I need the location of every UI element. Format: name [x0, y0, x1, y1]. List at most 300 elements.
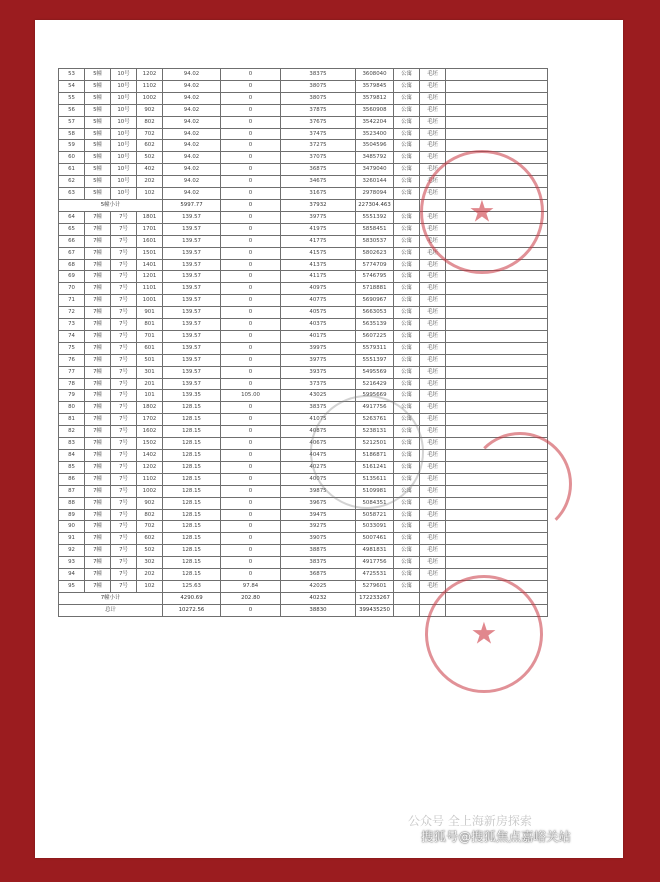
- table-row: [59, 116, 548, 128]
- table-row: [59, 342, 548, 354]
- table-cell: 501: [137, 354, 163, 366]
- table-cell: 39275: [281, 521, 356, 533]
- table-cell: 公寓: [394, 461, 420, 473]
- table-cell: 毛坯: [420, 283, 446, 295]
- table-row: [59, 533, 548, 545]
- table-cell: 毛坯: [420, 473, 446, 485]
- table-cell: 56: [59, 104, 85, 116]
- table-cell: 0: [221, 307, 281, 319]
- table-cell: 94.02: [163, 176, 221, 188]
- table-row: [59, 378, 548, 390]
- table-cell: 5033091: [356, 521, 394, 533]
- table-cell: 5幢: [85, 176, 111, 188]
- table-cell: 0: [221, 116, 281, 128]
- table-cell: 36875: [281, 569, 356, 581]
- table-cell: 5579311: [356, 342, 394, 354]
- table-cell: 公寓: [394, 342, 420, 354]
- table-cell: 7号: [111, 247, 137, 259]
- table-cell: [446, 330, 548, 342]
- table-cell: 毛坯: [420, 438, 446, 450]
- table-cell: 91: [59, 533, 85, 545]
- table-cell: 58: [59, 128, 85, 140]
- table-cell: 1102: [137, 80, 163, 92]
- table-cell: [446, 92, 548, 104]
- table-cell: [394, 604, 420, 616]
- table-cell: 139.57: [163, 330, 221, 342]
- table-cell: 10号: [111, 128, 137, 140]
- table-cell: 87: [59, 485, 85, 497]
- table-row: [59, 521, 548, 533]
- table-cell: 公寓: [394, 92, 420, 104]
- table-cell: 0: [221, 378, 281, 390]
- table-row: [59, 509, 548, 521]
- table-cell: 602: [137, 533, 163, 545]
- table-cell: 95: [59, 580, 85, 592]
- table-cell: 7号: [111, 545, 137, 557]
- table-cell: 毛坯: [420, 414, 446, 426]
- table-cell: 139.57: [163, 354, 221, 366]
- table-cell: 139.35: [163, 390, 221, 402]
- table-cell: 128.15: [163, 521, 221, 533]
- table-cell: 128.15: [163, 461, 221, 473]
- table-cell: 公寓: [394, 247, 420, 259]
- table-cell: 79: [59, 390, 85, 402]
- table-cell: 5186871: [356, 450, 394, 462]
- table-cell: 1601: [137, 235, 163, 247]
- table-cell: [446, 80, 548, 92]
- table-cell: [446, 295, 548, 307]
- watermark-logo-icon: [405, 832, 419, 844]
- table-cell: 毛坯: [420, 497, 446, 509]
- table-cell: 82: [59, 426, 85, 438]
- table-cell: 38075: [281, 92, 356, 104]
- table-cell: 7幢: [85, 545, 111, 557]
- table-cell: 61: [59, 164, 85, 176]
- table-cell: 公寓: [394, 390, 420, 402]
- table-cell: 0: [221, 414, 281, 426]
- table-cell: 0: [221, 92, 281, 104]
- table-cell: 7号: [111, 521, 137, 533]
- table-cell: 1501: [137, 247, 163, 259]
- table-cell: 37875: [281, 104, 356, 116]
- table-cell: 94.02: [163, 104, 221, 116]
- table-cell: 0: [221, 545, 281, 557]
- table-cell: 3479040: [356, 164, 394, 176]
- table-cell: 0: [221, 402, 281, 414]
- table-cell: [446, 307, 548, 319]
- table-cell: 94.02: [163, 164, 221, 176]
- table-cell: 85: [59, 461, 85, 473]
- table-cell: 0: [221, 128, 281, 140]
- table-cell: 毛坯: [420, 128, 446, 140]
- table-cell: 128.15: [163, 450, 221, 462]
- table-cell: 公寓: [394, 69, 420, 81]
- table-cell: 毛坯: [420, 140, 446, 152]
- table-cell: 4290.69: [163, 592, 221, 604]
- table-cell: 71: [59, 295, 85, 307]
- table-cell: 7幢: [85, 450, 111, 462]
- table-cell: 1602: [137, 426, 163, 438]
- table-cell: 38830: [281, 604, 356, 616]
- table-cell: 公寓: [394, 271, 420, 283]
- table-cell: 公寓: [394, 152, 420, 164]
- table-cell: 1502: [137, 438, 163, 450]
- table-cell: 7幢: [85, 414, 111, 426]
- table-cell: 139.57: [163, 295, 221, 307]
- table-cell: 202: [137, 569, 163, 581]
- table-cell: 7幢: [85, 533, 111, 545]
- table-cell: 302: [137, 557, 163, 569]
- table-cell: 毛坯: [420, 521, 446, 533]
- table-cell: 39375: [281, 366, 356, 378]
- table-cell: 5058721: [356, 509, 394, 521]
- table-cell: 7号: [111, 450, 137, 462]
- table-cell: 40575: [281, 307, 356, 319]
- table-cell: 90: [59, 521, 85, 533]
- table-cell: 公寓: [394, 426, 420, 438]
- table-cell: 0: [221, 223, 281, 235]
- table-cell: 7号: [111, 402, 137, 414]
- table-cell: 602: [137, 140, 163, 152]
- table-cell: 4917756: [356, 402, 394, 414]
- table-cell: 201: [137, 378, 163, 390]
- table-cell: 公寓: [394, 366, 420, 378]
- table-cell: 139.57: [163, 247, 221, 259]
- table-cell: 毛坯: [420, 164, 446, 176]
- table-cell: 毛坯: [420, 223, 446, 235]
- table-cell: 3579812: [356, 92, 394, 104]
- table-cell: 0: [221, 450, 281, 462]
- table-cell: 毛坯: [420, 569, 446, 581]
- table-cell: 7号: [111, 235, 137, 247]
- table-cell: 5997.77: [163, 199, 221, 211]
- table-cell: 97.84: [221, 580, 281, 592]
- table-cell: 5802623: [356, 247, 394, 259]
- table-cell: 39775: [281, 211, 356, 223]
- table-cell: 公寓: [394, 176, 420, 188]
- table-cell: 1801: [137, 211, 163, 223]
- table-cell: 83: [59, 438, 85, 450]
- table-cell: 84: [59, 450, 85, 462]
- table-cell: 7幢: [85, 307, 111, 319]
- table-cell: 7幢: [85, 223, 111, 235]
- table-cell: 公寓: [394, 485, 420, 497]
- table-cell: [446, 402, 548, 414]
- table-cell: 59: [59, 140, 85, 152]
- table-cell: 5109981: [356, 485, 394, 497]
- table-cell: 7号: [111, 390, 137, 402]
- table-row: [59, 128, 548, 140]
- table-cell: 128.15: [163, 473, 221, 485]
- table-cell: 37932: [281, 199, 356, 211]
- table-cell: 7幢: [85, 319, 111, 331]
- table-cell: 毛坯: [420, 342, 446, 354]
- table-cell: 10号: [111, 80, 137, 92]
- table-cell: 7幢: [85, 569, 111, 581]
- table-cell: 5135611: [356, 473, 394, 485]
- table-cell: 7号: [111, 259, 137, 271]
- table-cell: 0: [221, 259, 281, 271]
- table-cell: 7幢: [85, 580, 111, 592]
- table-cell: 7号: [111, 307, 137, 319]
- table-cell: 5幢: [85, 80, 111, 92]
- table-cell: 0: [221, 283, 281, 295]
- table-cell: 139.57: [163, 342, 221, 354]
- table-cell: 7号: [111, 342, 137, 354]
- table-cell: 0: [221, 164, 281, 176]
- table-cell: 0: [221, 473, 281, 485]
- table-cell: 125.63: [163, 580, 221, 592]
- table-cell: 毛坯: [420, 366, 446, 378]
- table-cell: 毛坯: [420, 545, 446, 557]
- table-cell: 毛坯: [420, 235, 446, 247]
- table-cell: 41075: [281, 414, 356, 426]
- table-cell: 5263761: [356, 414, 394, 426]
- table-row: [59, 414, 548, 426]
- table-cell: 7号: [111, 426, 137, 438]
- table-cell: 40775: [281, 295, 356, 307]
- table-cell: 公寓: [394, 414, 420, 426]
- table-cell: 7号: [111, 414, 137, 426]
- table-cell: 毛坯: [420, 211, 446, 223]
- table-cell: 37075: [281, 152, 356, 164]
- table-cell: 公寓: [394, 438, 420, 450]
- table-cell: 公寓: [394, 188, 420, 200]
- table-cell: 7幢: [85, 271, 111, 283]
- table-cell: 0: [221, 199, 281, 211]
- table-cell: 702: [137, 128, 163, 140]
- table-cell: 172233267: [356, 592, 394, 604]
- table-cell: 10号: [111, 152, 137, 164]
- table-cell: 1401: [137, 259, 163, 271]
- table-cell: 1702: [137, 414, 163, 426]
- table-cell: 62: [59, 176, 85, 188]
- table-cell: 0: [221, 461, 281, 473]
- table-cell: 7幢: [85, 295, 111, 307]
- table-cell: 702: [137, 521, 163, 533]
- table-cell: 7号: [111, 223, 137, 235]
- table-cell: 227304.463: [356, 199, 394, 211]
- table-cell: 7号: [111, 461, 137, 473]
- table-cell: 901: [137, 307, 163, 319]
- table-cell: 40275: [281, 461, 356, 473]
- table-cell: 1001: [137, 295, 163, 307]
- table-cell: 73: [59, 319, 85, 331]
- table-cell: 公寓: [394, 450, 420, 462]
- table-cell: 公寓: [394, 330, 420, 342]
- table-cell: 0: [221, 485, 281, 497]
- table-cell: 7号: [111, 295, 137, 307]
- table-cell: 399435250: [356, 604, 394, 616]
- table-cell: 公寓: [394, 283, 420, 295]
- table-cell: 7幢: [85, 235, 111, 247]
- table-cell: 7幢: [85, 283, 111, 295]
- table-cell: 5084351: [356, 497, 394, 509]
- table-cell: 41375: [281, 259, 356, 271]
- table-cell: 公寓: [394, 473, 420, 485]
- table-cell: [446, 414, 548, 426]
- table-cell: 81: [59, 414, 85, 426]
- site-watermark: [405, 827, 571, 845]
- table-cell: 10号: [111, 176, 137, 188]
- table-cell: 5607225: [356, 330, 394, 342]
- table-row: [59, 438, 548, 450]
- table-cell: 公寓: [394, 211, 420, 223]
- table-cell: 40075: [281, 473, 356, 485]
- official-seal-top-right: [420, 150, 544, 274]
- table-cell: 69: [59, 271, 85, 283]
- table-cell: 70: [59, 283, 85, 295]
- table-cell: 5161241: [356, 461, 394, 473]
- table-cell: 毛坯: [420, 80, 446, 92]
- table-cell: 0: [221, 438, 281, 450]
- table-cell: 10号: [111, 116, 137, 128]
- table-cell: 公寓: [394, 235, 420, 247]
- table-cell: 92: [59, 545, 85, 557]
- table-cell: 601: [137, 342, 163, 354]
- table-cell: 128.15: [163, 497, 221, 509]
- table-row: [59, 402, 548, 414]
- table-cell: 1402: [137, 450, 163, 462]
- table-cell: 公寓: [394, 80, 420, 92]
- table-cell: [446, 390, 548, 402]
- table-cell: 40175: [281, 330, 356, 342]
- table-cell: 5551397: [356, 354, 394, 366]
- table-cell: 公寓: [394, 378, 420, 390]
- table-cell: 0: [221, 533, 281, 545]
- table-cell: 202: [137, 176, 163, 188]
- table-cell: [446, 69, 548, 81]
- seal-star-icon: ★: [470, 616, 498, 652]
- table-cell: 1101: [137, 283, 163, 295]
- table-cell: 10号: [111, 140, 137, 152]
- table-cell: 5858451: [356, 223, 394, 235]
- table-row: [59, 426, 548, 438]
- table-cell: 公寓: [394, 223, 420, 235]
- table-row: [59, 92, 548, 104]
- table-cell: 毛坯: [420, 330, 446, 342]
- table-cell: 公寓: [394, 521, 420, 533]
- table-cell: [446, 557, 548, 569]
- table-cell: 1002: [137, 92, 163, 104]
- table-cell: 0: [221, 497, 281, 509]
- table-cell: 0: [221, 188, 281, 200]
- table-cell: [394, 592, 420, 604]
- table-cell: 7号: [111, 485, 137, 497]
- table-cell: 7幢: [85, 211, 111, 223]
- table-cell: 5995669: [356, 390, 394, 402]
- table-cell: 5007461: [356, 533, 394, 545]
- table-cell: 毛坯: [420, 271, 446, 283]
- table-cell: 7幢: [85, 485, 111, 497]
- table-cell: 34675: [281, 176, 356, 188]
- table-cell: 公寓: [394, 259, 420, 271]
- table-cell: 毛坯: [420, 557, 446, 569]
- table-cell: 7号: [111, 533, 137, 545]
- table-cell: 7幢: [85, 557, 111, 569]
- table-cell: 128.15: [163, 545, 221, 557]
- table-cell: 毛坯: [420, 188, 446, 200]
- table-cell: 10号: [111, 188, 137, 200]
- table-cell: 128.15: [163, 557, 221, 569]
- table-cell: 毛坯: [420, 259, 446, 271]
- table-row: [59, 283, 548, 295]
- table-cell: 76: [59, 354, 85, 366]
- table-cell: 10号: [111, 92, 137, 104]
- table-cell: 41975: [281, 223, 356, 235]
- table-cell: 68: [59, 259, 85, 271]
- table-cell: 3504596: [356, 140, 394, 152]
- table-cell: 7号: [111, 378, 137, 390]
- table-cell: 40875: [281, 426, 356, 438]
- table-cell: 公寓: [394, 533, 420, 545]
- table-cell: 7幢: [85, 521, 111, 533]
- table-cell: 10号: [111, 69, 137, 81]
- table-cell: [446, 366, 548, 378]
- table-cell: 0: [221, 604, 281, 616]
- table-cell: 105.00: [221, 390, 281, 402]
- table-row: [59, 80, 548, 92]
- table-cell: 0: [221, 426, 281, 438]
- table-cell: 43025: [281, 390, 356, 402]
- table-cell: 5690967: [356, 295, 394, 307]
- table-cell: 42025: [281, 580, 356, 592]
- table-cell: 0: [221, 342, 281, 354]
- table-cell: 毛坯: [420, 116, 446, 128]
- table-cell: 89: [59, 509, 85, 521]
- table-cell: 139.57: [163, 271, 221, 283]
- table-cell: 0: [221, 140, 281, 152]
- table-cell: 101: [137, 390, 163, 402]
- table-cell: 公寓: [394, 307, 420, 319]
- table-cell: 3485792: [356, 152, 394, 164]
- table-cell: 139.57: [163, 283, 221, 295]
- table-cell: 57: [59, 116, 85, 128]
- table-cell: 毛坯: [420, 580, 446, 592]
- table-cell: 128.15: [163, 426, 221, 438]
- table-cell: 902: [137, 497, 163, 509]
- table-cell: 1102: [137, 473, 163, 485]
- table-cell: [446, 271, 548, 283]
- table-cell: [446, 283, 548, 295]
- table-cell: 5774709: [356, 259, 394, 271]
- table-cell: [446, 342, 548, 354]
- table-cell: 4981831: [356, 545, 394, 557]
- table-cell: 802: [137, 116, 163, 128]
- table-cell: 38375: [281, 402, 356, 414]
- table-cell: 7幢: [85, 497, 111, 509]
- table-cell: 301: [137, 366, 163, 378]
- table-row: [59, 354, 548, 366]
- official-seal-bottom-right: [425, 575, 543, 693]
- table-cell: 公寓: [394, 319, 420, 331]
- table-cell: 139.57: [163, 211, 221, 223]
- table-cell: 1701: [137, 223, 163, 235]
- table-cell: 7幢: [85, 247, 111, 259]
- table-cell: 0: [221, 319, 281, 331]
- table-cell: 94.02: [163, 152, 221, 164]
- table-cell: 3542204: [356, 116, 394, 128]
- table-cell: 7号: [111, 473, 137, 485]
- table-cell: 5746795: [356, 271, 394, 283]
- table-cell: 毛坯: [420, 485, 446, 497]
- table-cell: 3560908: [356, 104, 394, 116]
- table-cell: 5幢: [85, 104, 111, 116]
- table-cell: [446, 128, 548, 140]
- table-cell: 公寓: [394, 128, 420, 140]
- table-row: [59, 295, 548, 307]
- table-cell: 0: [221, 247, 281, 259]
